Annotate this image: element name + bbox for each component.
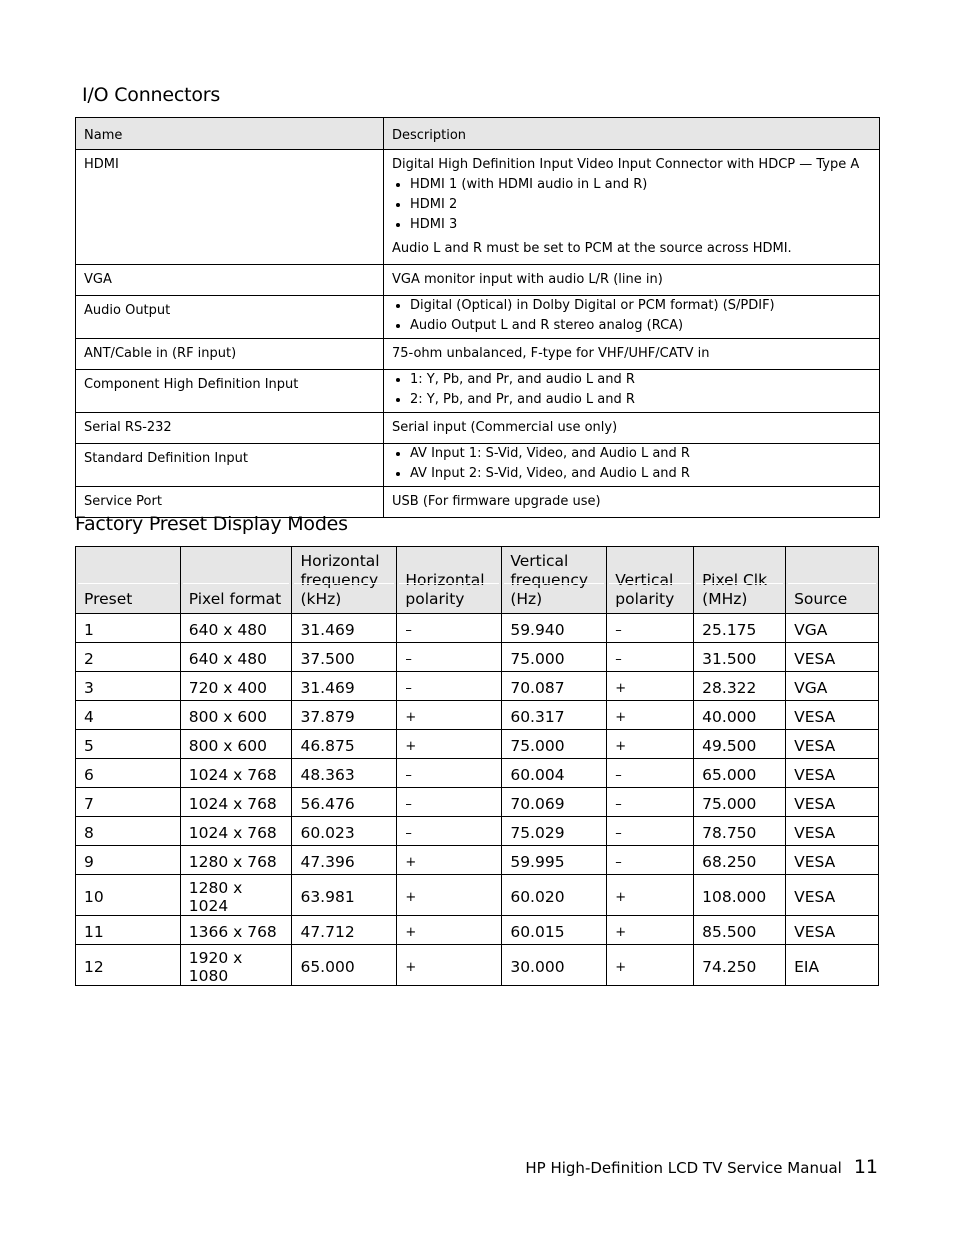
cell-preset: 8 xyxy=(76,817,181,846)
column-header-horizontal-frequency xyxy=(292,547,397,614)
connector-description xyxy=(384,150,880,265)
list-item: • Digital (Optical) in Dolby Digital or PCM format) (S/PDIF) xyxy=(410,296,871,316)
cell-vertical-polarity: + xyxy=(607,875,694,916)
cell-vertical-polarity: – xyxy=(607,788,694,817)
cell-horizontal-frequency: 47.396 xyxy=(292,846,397,875)
cell-pixel-clk: 28.322 xyxy=(694,672,786,701)
cell-preset: 7 xyxy=(76,788,181,817)
cell-vertical-frequency: 70.087 xyxy=(502,672,607,701)
connector-description: 75-ohm unbalanced, F-type for VHF/UHF/CATV in xyxy=(384,339,880,370)
cell-vertical-polarity: + xyxy=(607,701,694,730)
cell-horizontal-frequency: 31.469 xyxy=(292,614,397,643)
table-row xyxy=(76,788,879,817)
cell-preset: 10 xyxy=(76,875,181,916)
header-line: Vertical xyxy=(615,571,674,589)
list-item: • Audio Output L and R stereo analog (RCA) xyxy=(410,316,871,336)
header-line: Preset xyxy=(84,590,133,608)
connector-name: VGA xyxy=(76,265,384,296)
cell-vertical-frequency: 60.004 xyxy=(502,759,607,788)
cell-horizontal-polarity: – xyxy=(397,614,502,643)
cell-pixel-format: 800 x 600 xyxy=(180,701,292,730)
cell-vertical-polarity: + xyxy=(607,945,694,986)
table-header-row xyxy=(76,118,880,150)
bullet-list xyxy=(392,444,871,484)
cell-pixel-format: 720 x 400 xyxy=(180,672,292,701)
connector-description: VGA monitor input with audio L/R (line in) xyxy=(384,265,880,296)
cell-vertical-polarity: – xyxy=(607,846,694,875)
bullet-list xyxy=(392,175,871,235)
cell-vertical-frequency: 59.995 xyxy=(502,846,607,875)
column-header-name: Name xyxy=(76,118,384,150)
cell-pixel-clk: 49.500 xyxy=(694,730,786,759)
connector-description: Serial input (Commercial use only) xyxy=(384,413,880,444)
connector-name: Component High Definition Input xyxy=(76,370,384,413)
table-row xyxy=(76,730,879,759)
cell-horizontal-polarity: – xyxy=(397,817,502,846)
cell-vertical-frequency: 75.000 xyxy=(502,643,607,672)
connector-name: Audio Output xyxy=(76,296,384,339)
cell-preset: 3 xyxy=(76,672,181,701)
cell-source: VESA xyxy=(786,916,879,945)
header-line: (kHz) xyxy=(300,590,342,608)
table-row xyxy=(76,413,880,444)
cell-horizontal-frequency: 65.000 xyxy=(292,945,397,986)
cell-source: VESA xyxy=(786,759,879,788)
cell-source: VESA xyxy=(786,788,879,817)
cell-vertical-frequency: 60.020 xyxy=(502,875,607,916)
cell-pixel-format: 1366 x 768 xyxy=(180,916,292,945)
cell-preset: 1 xyxy=(76,614,181,643)
factory-preset-table xyxy=(75,546,879,986)
cell-vertical-frequency: 75.000 xyxy=(502,730,607,759)
cell-horizontal-frequency: 47.712 xyxy=(292,916,397,945)
cell-preset: 2 xyxy=(76,643,181,672)
description-text: Digital High Definition Input Video Input Connector with HDCP — Type A xyxy=(392,157,860,172)
io-connectors-table xyxy=(75,117,880,518)
cell-source: VGA xyxy=(786,672,879,701)
column-header-preset xyxy=(76,547,181,614)
cell-source: VESA xyxy=(786,875,879,916)
cell-vertical-polarity: – xyxy=(607,643,694,672)
cell-source: VESA xyxy=(786,701,879,730)
connector-name: HDMI xyxy=(76,150,384,265)
cell-vertical-frequency: 59.940 xyxy=(502,614,607,643)
cell-horizontal-frequency: 63.981 xyxy=(292,875,397,916)
connector-name: Serial RS-232 xyxy=(76,413,384,444)
cell-vertical-polarity: – xyxy=(607,614,694,643)
header-line: polarity xyxy=(615,590,675,608)
cell-vertical-polarity: + xyxy=(607,730,694,759)
cell-preset: 11 xyxy=(76,916,181,945)
connector-name: ANT/Cable in (RF input) xyxy=(76,339,384,370)
cell-pixel-clk: 25.175 xyxy=(694,614,786,643)
cell-horizontal-frequency: 37.500 xyxy=(292,643,397,672)
connector-description xyxy=(384,370,880,413)
cell-pixel-format: 640 x 480 xyxy=(180,614,292,643)
cell-horizontal-polarity: + xyxy=(397,875,502,916)
connector-description: USB (For firmware upgrade use) xyxy=(384,487,880,518)
cell-source: VESA xyxy=(786,817,879,846)
cell-horizontal-polarity: – xyxy=(397,788,502,817)
list-item: • 2: Y, Pb, and Pr, and audio L and R xyxy=(410,390,871,410)
cell-pixel-format: 1920 x 1080 xyxy=(180,945,292,986)
header-line: Horizontal xyxy=(405,571,485,589)
bullet-list xyxy=(392,296,871,336)
connector-description xyxy=(384,444,880,487)
header-line: Vertical xyxy=(510,552,569,570)
cell-pixel-clk: 40.000 xyxy=(694,701,786,730)
cell-vertical-polarity: – xyxy=(607,759,694,788)
io-connectors-title: I/O Connectors xyxy=(82,84,221,106)
table-row xyxy=(76,875,879,916)
cell-horizontal-frequency: 31.469 xyxy=(292,672,397,701)
connector-description xyxy=(384,296,880,339)
cell-pixel-clk: 31.500 xyxy=(694,643,786,672)
cell-pixel-format: 640 x 480 xyxy=(180,643,292,672)
table-row xyxy=(76,150,880,265)
table-row xyxy=(76,614,879,643)
cell-vertical-frequency: 75.029 xyxy=(502,817,607,846)
cell-source: VGA xyxy=(786,614,879,643)
list-item: • HDMI 3 xyxy=(410,215,871,235)
table-row xyxy=(76,643,879,672)
header-line: Source xyxy=(794,590,848,608)
cell-pixel-clk: 78.750 xyxy=(694,817,786,846)
page-number: 11 xyxy=(853,1156,878,1178)
connector-name: Standard Definition Input xyxy=(76,444,384,487)
table-row xyxy=(76,339,880,370)
column-header-description: Description xyxy=(384,118,880,150)
cell-preset: 4 xyxy=(76,701,181,730)
column-header-pixel-clk xyxy=(694,547,786,614)
cell-pixel-clk: 74.250 xyxy=(694,945,786,986)
cell-source: VESA xyxy=(786,643,879,672)
cell-horizontal-polarity: – xyxy=(397,672,502,701)
cell-horizontal-polarity: – xyxy=(397,643,502,672)
table-row xyxy=(76,370,880,413)
list-item: • HDMI 1 (with HDMI audio in L and R) xyxy=(410,175,871,195)
column-header-vertical-polarity xyxy=(607,547,694,614)
cell-source: VESA xyxy=(786,730,879,759)
cell-vertical-frequency: 60.015 xyxy=(502,916,607,945)
table-row xyxy=(76,672,879,701)
cell-pixel-format: 800 x 600 xyxy=(180,730,292,759)
header-line: (Hz) xyxy=(510,590,543,608)
list-item: • HDMI 2 xyxy=(410,195,871,215)
cell-preset: 6 xyxy=(76,759,181,788)
cell-pixel-clk: 68.250 xyxy=(694,846,786,875)
header-line: (MHz) xyxy=(702,590,748,608)
cell-vertical-frequency: 70.069 xyxy=(502,788,607,817)
cell-horizontal-polarity: + xyxy=(397,945,502,986)
header-line: Pixel format xyxy=(188,590,282,608)
list-item: • AV Input 1: S-Vid, Video, and Audio L and R xyxy=(410,444,871,464)
cell-preset: 5 xyxy=(76,730,181,759)
cell-pixel-format: 1024 x 768 xyxy=(180,817,292,846)
header-line: Pixel Clk xyxy=(702,571,768,589)
cell-pixel-format: 1024 x 768 xyxy=(180,759,292,788)
table-header-row xyxy=(76,547,879,614)
cell-preset: 9 xyxy=(76,846,181,875)
cell-vertical-polarity: – xyxy=(607,817,694,846)
table-row xyxy=(76,817,879,846)
header-line: polarity xyxy=(405,590,465,608)
column-header-horizontal-polarity xyxy=(397,547,502,614)
cell-vertical-frequency: 60.317 xyxy=(502,701,607,730)
cell-horizontal-frequency: 56.476 xyxy=(292,788,397,817)
column-header-vertical-frequency xyxy=(502,547,607,614)
column-header-pixel-format xyxy=(180,547,292,614)
page-footer xyxy=(525,1156,878,1178)
header-line: frequency xyxy=(300,571,379,589)
table-row xyxy=(76,846,879,875)
table-row xyxy=(76,265,880,296)
cell-horizontal-frequency: 48.363 xyxy=(292,759,397,788)
footer-text: HP High-Definition LCD TV Service Manual xyxy=(525,1159,842,1177)
cell-horizontal-polarity: – xyxy=(397,759,502,788)
cell-pixel-clk: 75.000 xyxy=(694,788,786,817)
table-row xyxy=(76,916,879,945)
cell-horizontal-frequency: 46.875 xyxy=(292,730,397,759)
table-row xyxy=(76,759,879,788)
cell-pixel-format: 1024 x 768 xyxy=(180,788,292,817)
table-row xyxy=(76,945,879,986)
cell-horizontal-polarity: + xyxy=(397,730,502,759)
table-row xyxy=(76,701,879,730)
cell-horizontal-polarity: + xyxy=(397,701,502,730)
cell-vertical-polarity: + xyxy=(607,916,694,945)
list-item: • AV Input 2: S-Vid, Video, and Audio L and R xyxy=(410,464,871,484)
description-note: Audio L and R must be set to PCM at the source across HDMI. xyxy=(392,241,792,256)
bullet-list xyxy=(392,370,871,410)
table-row xyxy=(76,444,880,487)
cell-preset: 12 xyxy=(76,945,181,986)
cell-pixel-format: 1280 x 1024 xyxy=(180,875,292,916)
header-line: Horizontal xyxy=(300,552,380,570)
factory-preset-title: Factory Preset Display Modes xyxy=(75,513,348,535)
cell-source: VESA xyxy=(786,846,879,875)
list-item: • 1: Y, Pb, and Pr, and audio L and R xyxy=(410,370,871,390)
cell-horizontal-polarity: + xyxy=(397,846,502,875)
cell-horizontal-frequency: 60.023 xyxy=(292,817,397,846)
cell-vertical-polarity: + xyxy=(607,672,694,701)
cell-horizontal-frequency: 37.879 xyxy=(292,701,397,730)
header-line: frequency xyxy=(510,571,589,589)
cell-vertical-frequency: 30.000 xyxy=(502,945,607,986)
cell-pixel-clk: 65.000 xyxy=(694,759,786,788)
cell-source: EIA xyxy=(786,945,879,986)
cell-pixel-clk: 108.000 xyxy=(694,875,786,916)
connector-name: Service Port xyxy=(76,487,384,518)
table-row xyxy=(76,296,880,339)
cell-pixel-format: 1280 x 768 xyxy=(180,846,292,875)
cell-pixel-clk: 85.500 xyxy=(694,916,786,945)
column-header-source xyxy=(786,547,879,614)
cell-horizontal-polarity: + xyxy=(397,916,502,945)
